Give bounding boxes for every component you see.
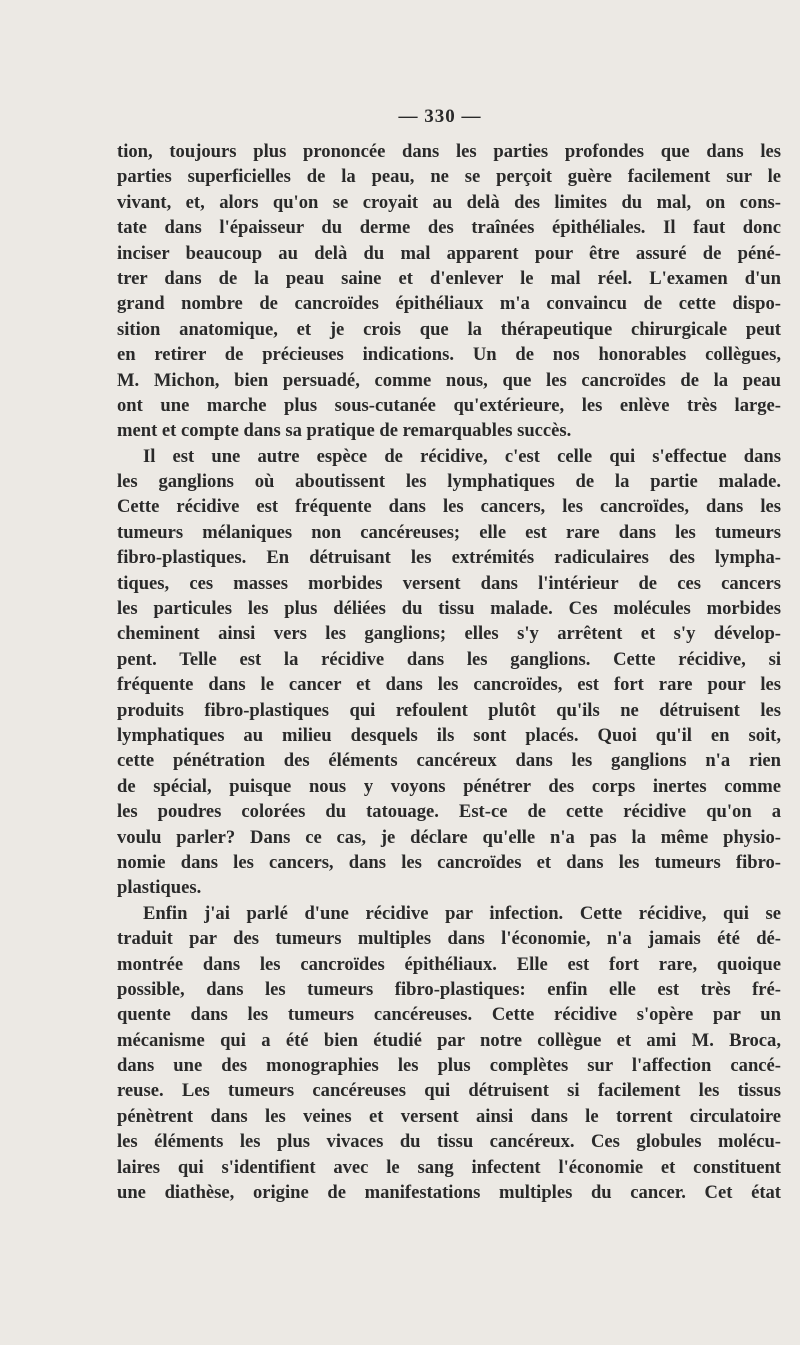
text-line: tumeurs mélaniques non cancéreuses; elle est rare dans les tumeurs: [117, 521, 781, 543]
text-line: nomie dans les cancers, dans les cancroïdes et dans les tumeurs fibro-: [117, 851, 781, 873]
text-line: pénètrent dans les veines et versent ainsi dans le torrent circulatoire: [117, 1105, 781, 1127]
text-line: voulu parler? Dans ce cas, je déclare qu'elle n'a pas la même physio-: [117, 826, 781, 848]
text-line: les poudres colorées du tatouage. Est-ce de cette récidive qu'on a: [117, 801, 781, 823]
text-line: fibro-plastiques. En détruisant les extrémités radiculaires des lympha-: [117, 547, 781, 569]
text-line: laires qui s'identifient avec le sang infectent l'économie et constituent: [117, 1156, 781, 1178]
text-line: dans une des monographies les plus complètes sur l'affection cancé-: [117, 1055, 781, 1077]
page-number: — 330 —: [398, 106, 482, 127]
text-line: ont une marche plus sous-cutanée qu'extérieure, les enlève très large-: [117, 394, 781, 416]
text-line: quente dans les tumeurs cancéreuses. Cette récidive s'opère par un: [117, 1004, 781, 1026]
text-line: plastiques.: [117, 877, 202, 899]
text-line: les éléments les plus vivaces du tissu cancéreux. Ces globules molécu-: [117, 1131, 781, 1153]
text-line: vivant, et, alors qu'on se croyait au delà des limites du mal, on cons-: [117, 191, 781, 213]
text-line: tion, toujours plus prononcée dans les parties profondes que dans les: [117, 141, 781, 162]
text-line: cheminent ainsi vers les ganglions; elles s'y arrêtent et s'y dévelop-: [117, 623, 781, 645]
text-line: inciser beaucoup au delà du mal apparent pour être assuré de péné-: [117, 242, 781, 264]
text-line: cette pénétration des éléments cancéreux dans les ganglions n'a rien: [117, 750, 781, 772]
text-line: tiques, ces masses morbides versent dans l'intérieur de ces cancers: [117, 572, 781, 594]
text-line: lymphatiques au milieu desquels ils sont placés. Quoi qu'il en soit,: [117, 724, 781, 746]
text-line: de spécial, puisque nous y voyons pénétrer des corps inertes comme: [117, 775, 781, 797]
text-line: produits fibro-plastiques qui refoulent plutôt qu'ils ne détruisent les: [117, 699, 781, 721]
text-line: Il est une autre espèce de récidive, c'est celle qui s'effectue dans: [143, 445, 781, 467]
text-line: grand nombre de cancroïdes épithéliaux m'a convaincu de cette dispo-: [117, 293, 781, 315]
text-line: possible, dans les tumeurs fibro-plastiques: enfin elle est très fré-: [117, 978, 781, 1000]
text-line: sition anatomique, et je crois que la thérapeutique chirurgicale peut: [117, 318, 781, 340]
text-line: fréquente dans le cancer et dans les cancroïdes, est fort rare pour les: [117, 674, 781, 696]
text-line: mécanisme qui a été bien étudié par notre collègue et ami M. Broca,: [117, 1029, 781, 1051]
text-line: traduit par des tumeurs multiples dans l'économie, n'a jamais été dé-: [117, 928, 781, 950]
text-line: les particules les plus déliées du tissu malade. Ces molécules morbides: [117, 598, 781, 620]
text-line: les ganglions où aboutissent les lymphatiques de la partie malade.: [117, 471, 781, 493]
text-line: pent. Telle est la récidive dans les ganglions. Cette récidive, si: [117, 648, 781, 670]
text-line: parties superficielles de la peau, ne se perçoit guère facilement sur le: [117, 166, 781, 188]
text-line: en retirer de précieuses indications. Un de nos honorables collègues,: [117, 344, 781, 366]
text-line: une diathèse, origine de manifestations multiples du cancer. Cet état: [117, 1182, 781, 1204]
text-line: reuse. Les tumeurs cancéreuses qui détruisent si facilement les tissus: [117, 1080, 781, 1102]
text-line: trer dans de la peau saine et d'enlever le mal réel. L'examen d'un: [117, 267, 781, 289]
text-line: ment et compte dans sa pratique de remarquables succès.: [117, 420, 572, 442]
text-line: Enfin j'ai parlé d'une récidive par infection. Cette récidive, qui se: [143, 902, 781, 924]
body-text: [117, 139, 781, 1205]
text-line: montrée dans les cancroïdes épithéliaux. Elle est fort rare, quoique: [117, 953, 781, 975]
text-line: tate dans l'épaisseur du derme des traînées épithéliales. Il faut donc: [117, 217, 781, 239]
text-line: Cette récidive est fréquente dans les cancers, les cancroïdes, dans les: [117, 496, 781, 518]
text-line: M. Michon, bien persuadé, comme nous, que les cancroïdes de la peau: [117, 369, 781, 391]
